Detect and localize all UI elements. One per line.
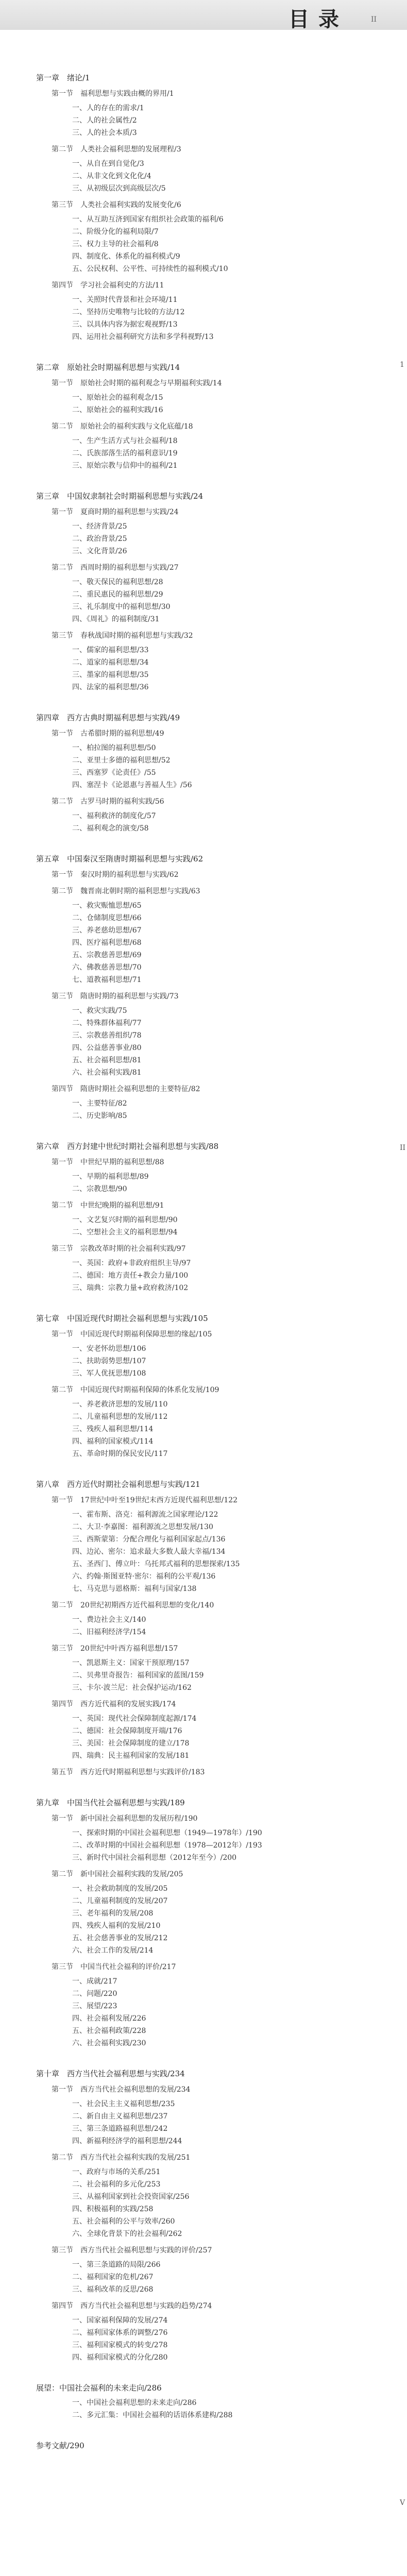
toc-item: 一、原始社会的福利观念/15 — [72, 394, 163, 402]
toc-item: 二、从非文化到文化化/4 — [72, 172, 151, 180]
toc-item: 二、空想社会主义的福利思想/94 — [72, 1228, 178, 1236]
toc-section: 第一节 原始社会时期的福利观念与早期福利实践/14 — [52, 379, 222, 387]
toc-item: 一、政府与市场的关系/251 — [72, 2168, 161, 2176]
toc-item: 三、原始宗教与信仰中的福利/21 — [72, 462, 178, 470]
toc-item: 二、贝弗里奇报告：福利国家的蓝图/159 — [72, 1671, 204, 1680]
toc-item: 二、特殊群体福利/77 — [72, 1019, 142, 1027]
toc-item: 一、第三条道路的局限/266 — [72, 2261, 161, 2269]
toc-item: 二、福利观念的演变/58 — [72, 824, 149, 833]
toc-item: 四、福利的国家模式/114 — [72, 1437, 154, 1446]
toc-item: 二、政治背景/25 — [72, 535, 127, 543]
toc-section: 第二节 古罗马时期的福利实践/56 — [52, 798, 164, 806]
toc-item: 四、《周礼》的福利制度/31 — [72, 615, 160, 623]
toc-section: 第四节 隋唐时期社会福利思想的主要特征/82 — [52, 1085, 200, 1093]
toc-item: 二、道家的福利思想/34 — [72, 658, 149, 667]
toc-item: 二、改革时期的中国社会福利思想（1978—2012年）/193 — [72, 1841, 262, 1850]
toc-item: 一、养老救济思想的发展/110 — [72, 1400, 168, 1409]
toc-item: 三、文化背景/26 — [72, 547, 127, 555]
toc-section: 第二节 西周时期的福利思想与实践/27 — [52, 564, 179, 572]
toc-item: 一、从互助互济到国家有组织社会政策的福利/6 — [72, 215, 224, 224]
toc-item: 三、养老慈幼思想/67 — [72, 926, 142, 935]
toc-item: 一、安老怀幼思想/106 — [72, 1345, 146, 1353]
toc-item: 五、社会慈善事业的发展/212 — [72, 1934, 168, 1942]
table-of-contents — [0, 72, 407, 2451]
toc-item: 二、旧福利经济学/154 — [72, 1628, 146, 1636]
toc-item: 二、坚持历史唯物与比较的方法/12 — [72, 308, 185, 316]
toc-item: 一、救灾实践/75 — [72, 1007, 127, 1015]
toc-section: 第二节 中国近现代时期福利保障的体系化发展/109 — [52, 1386, 219, 1394]
toc-section: 第一节 福利思想与实践由概的界用/1 — [52, 90, 174, 98]
toc-item: 二、问题/220 — [72, 1990, 117, 1998]
toc-item: 四、塞涅卡《论恩惠与善福人生》/56 — [72, 781, 192, 789]
toc-section: 第一节 秦汉时期的福利思想与实践/62 — [52, 871, 179, 879]
toc-item: 三、新时代中国社会福利思想（2012年至今）/200 — [72, 1854, 237, 1862]
toc-item: 二、大卫·李嘉图：福利源流之思想发展/130 — [72, 1523, 213, 1531]
toc-item: 五、革命时期的保民安民/117 — [72, 1450, 168, 1458]
toc-item: 四、边沁、密尔：追求最大多数人最大幸福/134 — [72, 1548, 226, 1556]
toc-item: 一、主要特征/82 — [72, 1099, 127, 1108]
toc-item: 一、国家福利保障的发展/274 — [72, 2316, 168, 2325]
toc-item: 五、社会福利政策/228 — [72, 2027, 146, 2035]
toc-section: 第二节 人类社会福利思想的发展理程/3 — [52, 145, 181, 154]
toc-item: 一、文艺复兴时期的福利思想/90 — [72, 1216, 178, 1224]
toc-chapter: 第六章 西方封建中世纪时期社会福利思想与实践/88 — [36, 1142, 219, 1151]
toc-chapter: 第二章 原始社会时期福利思想与实践/14 — [36, 363, 180, 372]
toc-item: 一、关照时代背景和社会环境/11 — [72, 296, 178, 304]
toc-item: 三、第三条道路福利思想/242 — [72, 2125, 168, 2133]
toc-item: 一、早期的福利思想/89 — [72, 1173, 149, 1181]
toc-item: 二、社会福利的多元化/253 — [72, 2180, 161, 2189]
toc-item: 二、儿童福利制度的发展/207 — [72, 1897, 168, 1905]
toc-section: 第四节 学习社会福利史的方法/11 — [52, 281, 164, 290]
toc-item: 四、积极福利的实践/258 — [72, 2205, 154, 2213]
toc-section: 第二节 西方当代社会福利实践的发展/251 — [52, 2154, 191, 2162]
toc-section: 第二节 20世纪初期西方近代福利思想的变化/140 — [52, 1601, 214, 1609]
toc-item: 二、扶助弱势思想/107 — [72, 1357, 146, 1365]
toc-chapter: 第一章 绪论/1 — [36, 73, 90, 82]
toc-section: 第三节 隋唐时期的福利思想与实践/73 — [52, 992, 179, 1001]
toc-item: 五、公民权利、公平性、可持续性的福利模式/10 — [72, 265, 228, 273]
toc-section: 第一节 西方当代社会福利思想的发展/234 — [52, 2086, 191, 2094]
toc-chapter: 参考文献/290 — [36, 2441, 84, 2450]
toc-item: 二、福利国家的危机/267 — [72, 2273, 154, 2281]
toc-item: 六、社会福利实践/81 — [72, 1069, 142, 1077]
toc-section: 第一节 中国近现代时期福利保障思想的缘起/105 — [52, 1330, 212, 1338]
toc-item: 二、氏族部落生活的福利意识/19 — [72, 449, 178, 457]
toc-item: 四、法家的福利思想/36 — [72, 683, 149, 691]
toc-item: 二、多元汇集：中国社会福利的话语体系建构/288 — [72, 2411, 233, 2419]
toc-item: 三、福利改革的反思/268 — [72, 2285, 154, 2294]
toc-section: 第一节 17世纪中叶至19世纪末西方近现代福利思想/122 — [52, 1496, 238, 1504]
toc-item: 四、医疗福利思想/68 — [72, 939, 142, 947]
toc-item: 一、霍布斯、洛克：福利源流之国家理论/122 — [72, 1511, 218, 1519]
toc-item: 一、经济背景/25 — [72, 522, 127, 531]
toc-item: 一、费边社会主义/140 — [72, 1616, 146, 1624]
toc-item: 二、新自由主义福利思想/237 — [72, 2112, 168, 2121]
toc-item: 三、西塞罗《论责任》/55 — [72, 769, 156, 777]
toc-chapter: 第三章 中国奴隶制社会时期福利思想与实践/24 — [36, 492, 204, 501]
toc-item: 一、福利救济的制度化/57 — [72, 812, 156, 820]
toc-item: 一、救灾赈恤思想/65 — [72, 902, 142, 910]
toc-section: 第一节 中世纪早期的福利思想/88 — [52, 1158, 164, 1166]
toc-item: 六、佛教慈善思想/70 — [72, 963, 142, 972]
toc-item: 二、原始社会的福利实践/16 — [72, 406, 163, 414]
toc-item: 四、瑞典：民主福利国家的发展/181 — [72, 1752, 190, 1760]
toc-item: 三、宗教慈善组织/78 — [72, 1031, 142, 1040]
toc-item: 四、社会福利发展/226 — [72, 2014, 146, 2023]
toc-section: 第一节 夏商时期的福利思想与实践/24 — [52, 508, 179, 516]
toc-item: 一、儒家的福利思想/33 — [72, 646, 149, 654]
toc-item: 七、道教福利思想/71 — [72, 976, 142, 984]
toc-section: 第四节 西方近代福利的发展实践/174 — [52, 1700, 176, 1708]
toc-section: 第三节 人类社会福利实践的发展变化/6 — [52, 201, 181, 209]
toc-item: 三、美国：社会保障制度的建立/178 — [72, 1739, 190, 1748]
toc-item: 四、残疾人福利的发展/210 — [72, 1922, 161, 1930]
toc-item: 一、探索时期的中国社会福利思想（1949—1978年）/190 — [72, 1829, 262, 1837]
toc-item: 一、生产生活方式与社会福利/18 — [72, 437, 178, 445]
toc-item: 三、瑞典：宗教力量+政府救济/102 — [72, 1284, 189, 1292]
toc-item: 三、人的社会本质/3 — [72, 129, 137, 137]
toc-section: 第一节 新中国社会福利思想的发展历程/190 — [52, 1815, 198, 1823]
toc-item: 六、社会工作的发展/214 — [72, 1946, 154, 1955]
toc-chapter: 第十章 西方当代社会福利思想与实践/234 — [36, 2069, 185, 2078]
toc-item: 五、社会福利思想/81 — [72, 1056, 142, 1064]
toc-item: 五、宗教慈善思想/69 — [72, 951, 142, 959]
toc-item: 六、约翰·斯图亚特·密尔：福利的公平观/136 — [72, 1572, 216, 1581]
toc-item: 三、老年福利的发展/208 — [72, 1909, 154, 1918]
toc-item: 三、展望/223 — [72, 2002, 117, 2010]
toc-item: 五、圣西门、傅立叶：乌托邦式福利的思想探索/135 — [72, 1560, 240, 1568]
toc-section: 第三节 西方当代社会福利思想与实践的评价/257 — [52, 2246, 212, 2255]
toc-item: 二、儿童福利思想的发展/112 — [72, 1413, 168, 1421]
toc-item: 三、从福利国家到社会投资国家/256 — [72, 2193, 190, 2201]
toc-item: 二、德国：地方责任+教会力量/100 — [72, 1272, 189, 1280]
toc-item: 一、英国：现代社会保障制度起源/174 — [72, 1715, 197, 1723]
toc-item: 七、马克思与恩格斯：福利与国家/138 — [72, 1585, 197, 1593]
toc-item: 三、军人优抚思想/108 — [72, 1369, 146, 1378]
toc-item: 五、社会福利的公平与效率/260 — [72, 2217, 175, 2226]
toc-item: 二、宗教思想/90 — [72, 1185, 127, 1193]
toc-section: 第一节 古希腊时期的福利思想/49 — [52, 730, 164, 738]
toc-item: 一、凯恩斯主义：国家干预原理/157 — [72, 1659, 190, 1667]
toc-item: 二、人的社会属性/2 — [72, 116, 137, 125]
toc-section: 第二节 原始社会的福利实践与文化底蕴/18 — [52, 422, 193, 431]
toc-item: 一、英国：政府+非政府组织主导/97 — [72, 1259, 191, 1267]
toc-section: 第五节 西方近代时期福利思想与实践评价/183 — [52, 1768, 205, 1776]
toc-item: 一、成就/217 — [72, 1977, 117, 1986]
toc-item: 一、从自在到自觉化/3 — [72, 160, 144, 168]
toc-item: 三、权力主导的社会福利/8 — [72, 240, 159, 248]
toc-item: 三、卡尔·波兰尼：社会保护运动/162 — [72, 1684, 192, 1692]
toc-item: 二、德国：社会保障制度开端/176 — [72, 1727, 182, 1735]
margin-mark: V — [400, 2499, 405, 2507]
toc-chapter: 第四章 西方古典时期福利思想与实践/49 — [36, 713, 180, 722]
toc-item: 二、阶级分化的福利局限/7 — [72, 228, 159, 236]
toc-item: 三、从初级层次到高级层次/5 — [72, 184, 166, 193]
toc-item: 二、福利国家体系的调整/276 — [72, 2329, 168, 2337]
toc-item: 三、礼乐制度中的福利思想/30 — [72, 603, 171, 611]
toc-chapter: 第八章 西方近代时期社会福利思想与实践/121 — [36, 1480, 200, 1489]
toc-section: 第二节 魏晋南北朝时期的福利思想与实践/63 — [52, 887, 200, 895]
toc-section: 第二节 新中国社会福利实践的发展/205 — [52, 1870, 183, 1878]
toc-item: 六、社会福利实践/230 — [72, 2039, 146, 2047]
header-roman-numeral: II — [371, 15, 377, 24]
toc-chapter: 展望：中国社会福利的未来走向/286 — [36, 2383, 162, 2393]
toc-chapter: 第五章 中国秦汉至隋唐时期福利思想与实践/62 — [36, 854, 204, 863]
toc-item: 一、柏拉图的福利思想/50 — [72, 744, 156, 752]
toc-item: 二、亚里士多德的福利思想/52 — [72, 756, 171, 765]
toc-section: 第三节 中国当代社会福利的评价/217 — [52, 1963, 176, 1971]
toc-item: 一、人的存在的需求/1 — [72, 104, 144, 112]
toc-section: 第三节 宗教改革时期的社会福利实践/97 — [52, 1245, 186, 1253]
toc-item: 三、西斯蒙第：分配合理化与福利国家起点/136 — [72, 1535, 226, 1544]
toc-item: 四、运用社会福利研究方法和多学科视野/13 — [72, 333, 214, 341]
toc-item: 四、制度化、体系化的福利模式/9 — [72, 252, 180, 261]
toc-chapter: 第七章 中国近现代时期社会福利思想与实践/105 — [36, 1314, 208, 1323]
toc-section: 第四节 西方当代社会福利思想与实践的趋势/274 — [52, 2302, 212, 2310]
toc-section: 第三节 春秋战国时期的福利思想与实践/32 — [52, 632, 193, 640]
toc-item: 三、残疾人福利思想/114 — [72, 1425, 154, 1433]
toc-item: 三、墨家的福利思想/35 — [72, 671, 149, 679]
toc-section: 第二节 中世纪晚期的福利思想/91 — [52, 1201, 164, 1210]
toc-item: 三、福利国家模式的转变/278 — [72, 2341, 168, 2349]
toc-item: 二、历史影响/85 — [72, 1112, 127, 1120]
toc-item: 一、敬天保民的福利思想/28 — [72, 578, 163, 586]
toc-item: 四、福利国家模式的分化/280 — [72, 2353, 168, 2362]
toc-section: 第三节 20世纪中叶西方福利思想/157 — [52, 1645, 178, 1653]
margin-mark: II — [400, 1144, 406, 1152]
toc-item: 二、重民惠民的福利思想/29 — [72, 590, 163, 599]
toc-item: 二、仓储制度思想/66 — [72, 914, 142, 922]
toc-item: 一、社会救助制度的发展/205 — [72, 1885, 168, 1893]
toc-chapter: 第九章 中国当代社会福利思想与实践/189 — [36, 1798, 185, 1807]
toc-item: 四、新福利经济学的福利思想/244 — [72, 2137, 182, 2145]
toc-item: 六、全球化背景下的社会福利/262 — [72, 2230, 182, 2238]
margin-mark: 1 — [400, 361, 404, 369]
toc-item: 四、公益慈善事业/80 — [72, 1044, 142, 1052]
page-title: 目录 — [289, 7, 348, 31]
toc-item: 一、中国社会福利思想的未来走向/286 — [72, 2399, 197, 2407]
toc-item: 一、社会民主主义福利思想/235 — [72, 2100, 175, 2108]
toc-item: 三、以具体内容为据宏观视野/13 — [72, 320, 178, 329]
